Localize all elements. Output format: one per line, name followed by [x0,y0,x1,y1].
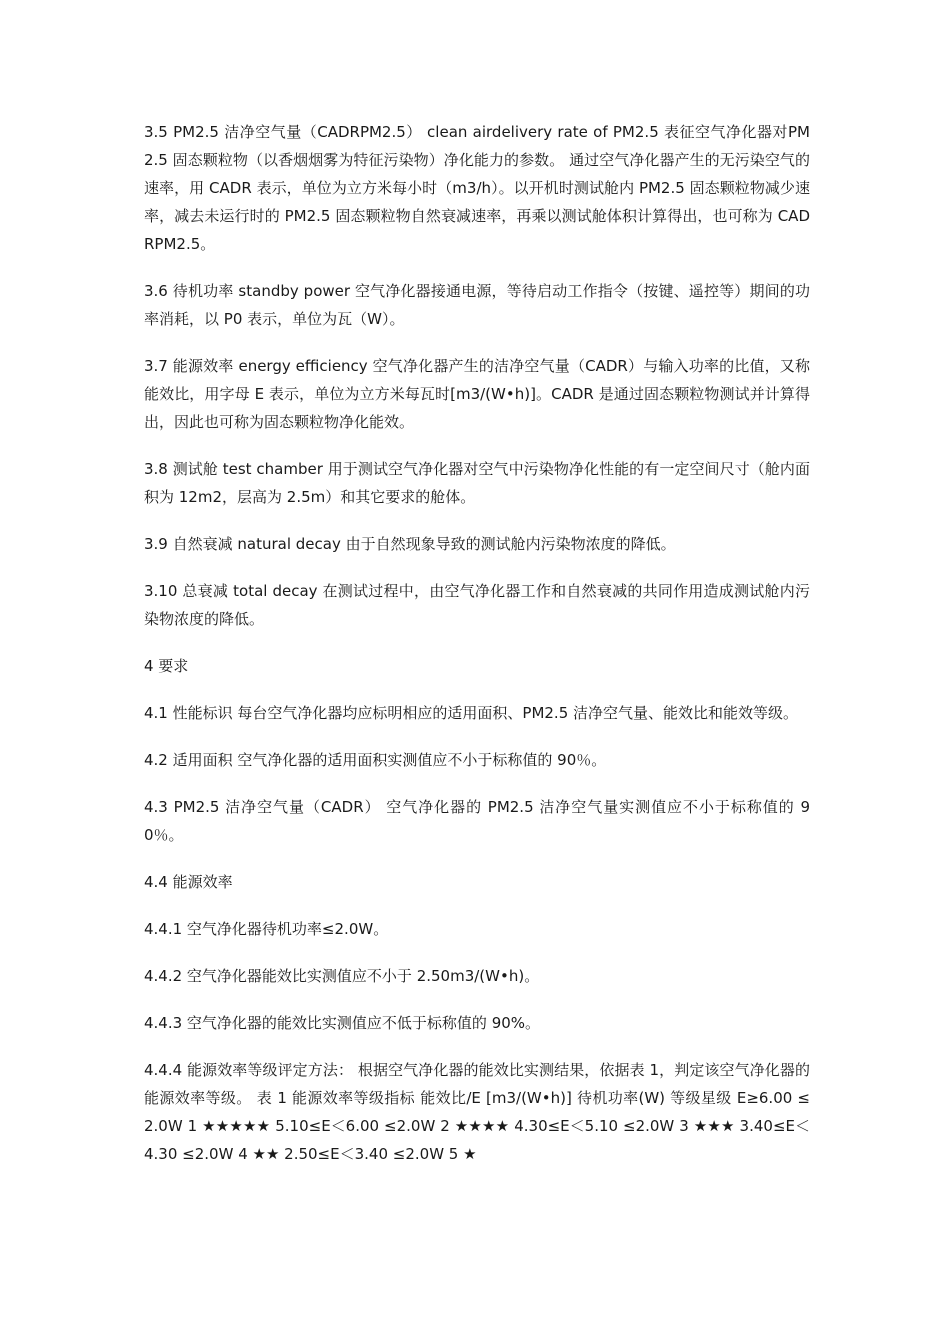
paragraph-4-4-2: 4.4.2 空气净化器能效比实测值应不小于 2.50m3/(W•h)。 [144,967,540,985]
paragraph-4-4-3: 4.4.3 空气净化器的能效比实测值应不低于标称值的 90%。 [144,1014,541,1032]
paragraph-4-4-4: 4.4.4 能源效率等级评定方法： 根据空气净化器的能效比实测结果，依据表 1，判定该空气净化器的能源效率等级。 表 1 能源效率等级指标 能效比/E [m3/(W•h)] 待机功率(W) 等级星级 E≥6.00 ≤2.0W 1 ★★★★★ 5.10≤E＜6.00 ≤2.0W 2 ★★★★ 4.30≤E＜5.10 ≤2.0W 3 ★★★ 3.40≤E＜4.30 ≤2.0W 4 ★★ 2.50≤E＜3.40 ≤2.0W 5 ★ [144,1061,810,1163]
paragraph-4-3: 4.3 PM2.5 洁净空气量（CADR） 空气净化器的 PM2.5 洁净空气量实测值应不小于标称值的 90％。 [144,798,810,844]
paragraph-4-2: 4.2 适用面积 空气净化器的适用面积实测值应不小于标称值的 90％。 [144,751,607,769]
document-body [144,118,810,1187]
section-heading-4: 4 要求 [144,657,189,675]
paragraph-3-7: 3.7 能源效率 energy efficiency 空气净化器产生的洁净空气量（CADR）与输入功率的比值，又称能效比，用字母 E 表示，单位为立方米每瓦时[m3/(W•h)]。CADR 是通过固态颗粒物测试并计算得出，因此也可称为固态颗粒物净化能效。 [144,357,810,431]
section-heading-4-4: 4.4 能源效率 [144,873,233,891]
paragraph-3-6: 3.6 待机功率 standby power 空气净化器接通电源，等待启动工作指令（按键、遥控等）期间的功率消耗，以 P0 表示，单位为瓦（W）。 [144,282,810,328]
paragraph-4-4-1: 4.4.1 空气净化器待机功率≤2.0W。 [144,920,389,938]
paragraph-3-8: 3.8 测试舱 test chamber 用于测试空气净化器对空气中污染物净化性能的有一定空间尺寸（舱内面积为 12m2，层高为 2.5m）和其它要求的舱体。 [144,460,810,506]
paragraph-3-5: 3.5 PM2.5 洁净空气量（CADRPM2.5） clean airdelivery rate of PM2.5 表征空气净化器对PM2.5 固态颗粒物（以香烟烟雾为特征污染物）净化能力的参数。 通过空气净化器产生的无污染空气的速率，用 CADR 表示，单位为立方米每小时（m3/h）。以开机时测试舱内 PM2.5 固态颗粒物减少速率，减去未运行时的 PM2.5 固态颗粒物自然衰减速率，再乘以测试舱体积计算得出，也可称为 CADRPM2.5。 [144,123,810,253]
paragraph-3-9: 3.9 自然衰减 natural decay 由于自然现象导致的测试舱内污染物浓度的降低。 [144,535,676,553]
paragraph-3-10: 3.10 总衰减 total decay 在测试过程中，由空气净化器工作和自然衰减的共同作用造成测试舱内污染物浓度的降低。 [144,582,810,628]
paragraph-4-1: 4.1 性能标识 每台空气净化器均应标明相应的适用面积、PM2.5 洁净空气量、能效比和能效等级。 [144,704,799,722]
